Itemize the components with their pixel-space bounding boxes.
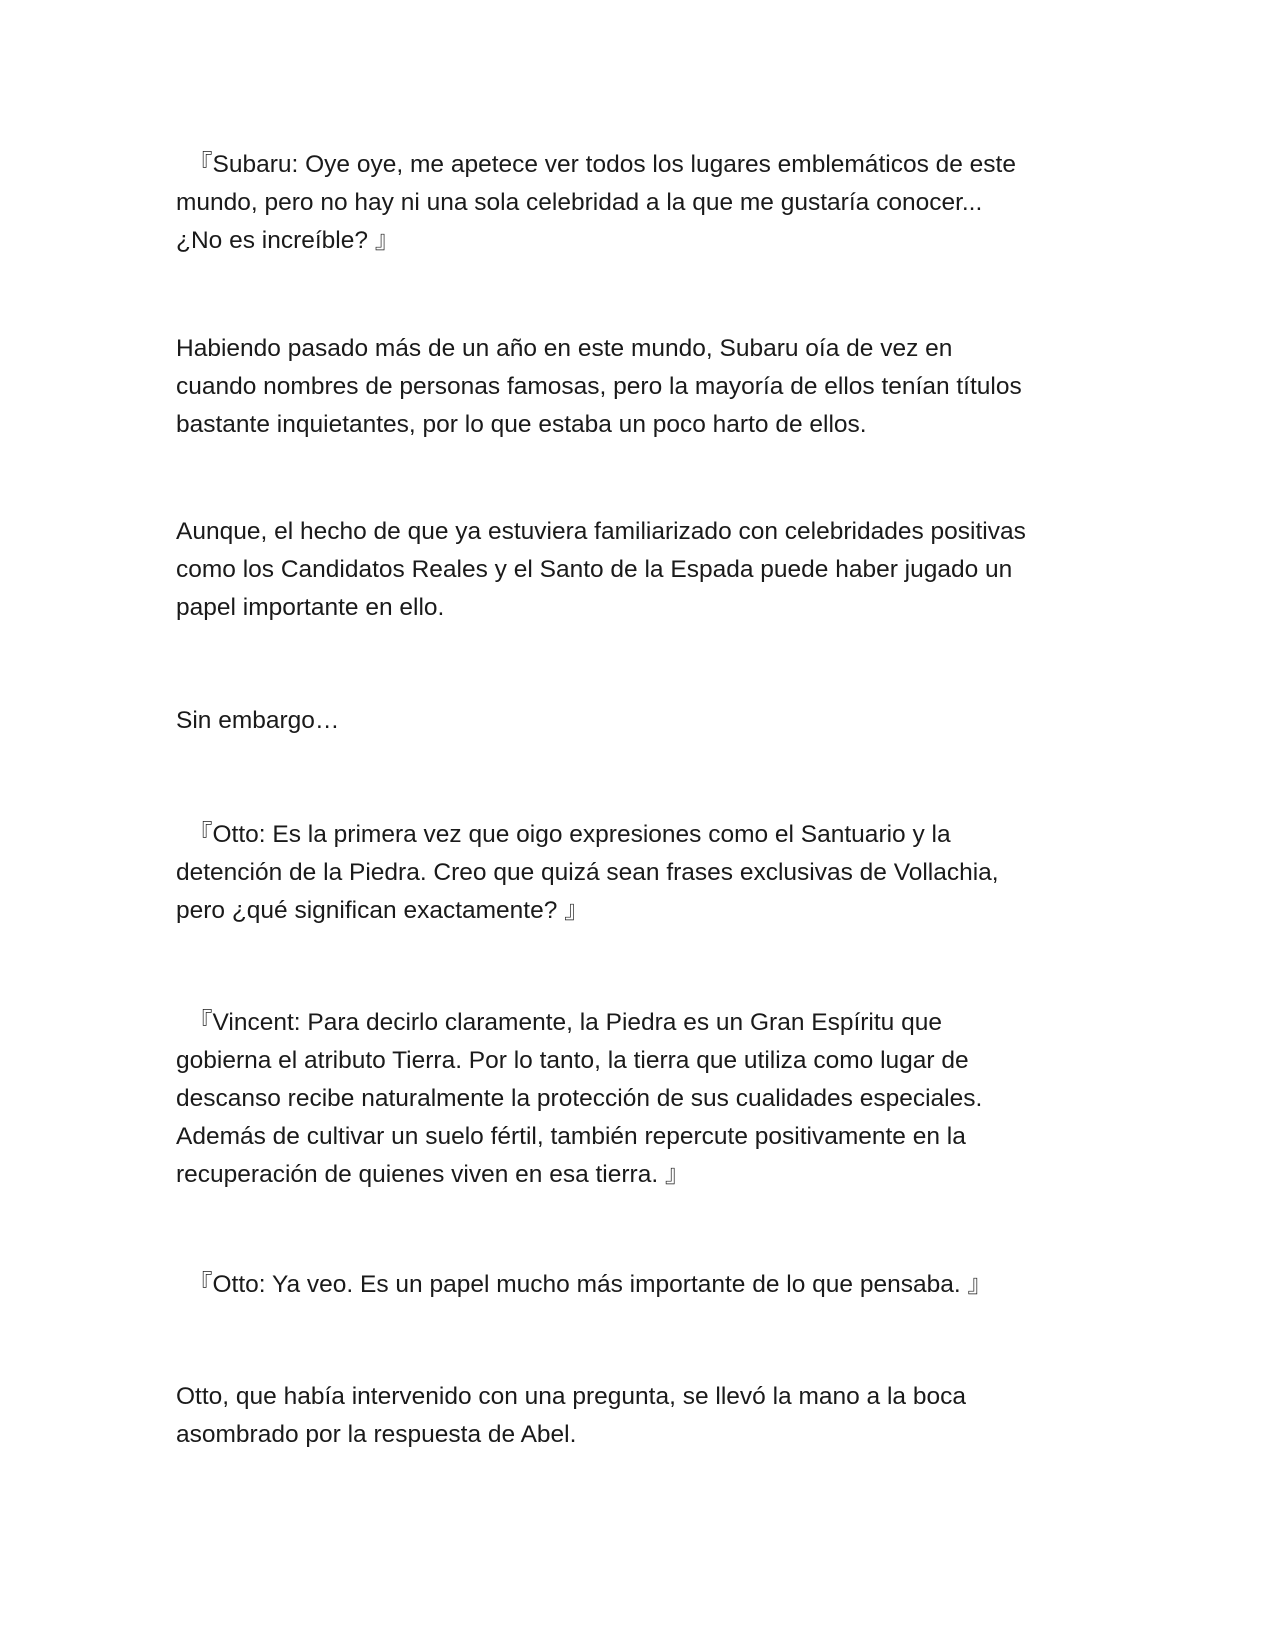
- text-line: descanso recibe naturalmente la protección de sus cualidades especiales.: [176, 1085, 983, 1112]
- text-line: cuando nombres de personas famosas, pero la mayoría de ellos tenían títulos: [176, 373, 1022, 400]
- text-line: 『Otto: Es la primera vez que oigo expresiones como el Santuario y la: [188, 821, 951, 848]
- text-line: Habiendo pasado más de un año en este mundo, Subaru oía de vez en: [176, 335, 953, 362]
- text-line: recuperación de quienes viven en esa tierra. 』: [176, 1161, 690, 1188]
- text-line: Sin embargo…: [176, 707, 340, 734]
- dialogue-otto-1: [176, 816, 1106, 930]
- dialogue-otto-2: [176, 1266, 1106, 1304]
- text-line: pero ¿qué significan exactamente? 』: [176, 897, 589, 924]
- text-line: 『Subaru: Oye oye, me apetece ver todos los lugares emblemáticos de este: [188, 151, 1016, 178]
- text-line: detención de la Piedra. Creo que quizá sean frases exclusivas de Vollachia,: [176, 859, 999, 886]
- narration-paragraph-3: [176, 702, 1106, 740]
- text-line: bastante inquietantes, por lo que estaba un poco harto de ellos.: [176, 411, 867, 438]
- text-line: asombrado por la respuesta de Abel.: [176, 1421, 577, 1448]
- text-line: 『Vincent: Para decirlo claramente, la Piedra es un Gran Espíritu que: [188, 1009, 942, 1036]
- text-line: papel importante en ello.: [176, 594, 445, 621]
- text-line: 『Otto: Ya veo. Es un papel mucho más importante de lo que pensaba. 』: [188, 1271, 992, 1298]
- text-line: mundo, pero no hay ni una sola celebridad a la que me gustaría conocer...: [176, 189, 983, 216]
- dialogue-vincent: [176, 1004, 1106, 1194]
- narration-paragraph-1: [176, 330, 1106, 444]
- text-line: ¿No es increíble? 』: [176, 227, 400, 254]
- narration-paragraph-2: [176, 513, 1106, 627]
- text-line: gobierna el atributo Tierra. Por lo tanto, la tierra que utiliza como lugar de: [176, 1047, 969, 1074]
- text-line: Otto, que había intervenido con una pregunta, se llevó la mano a la boca: [176, 1383, 966, 1410]
- dialogue-subaru: [176, 146, 1106, 260]
- text-line: Aunque, el hecho de que ya estuviera familiarizado con celebridades positivas: [176, 518, 1026, 545]
- text-line: como los Candidatos Reales y el Santo de la Espada puede haber jugado un: [176, 556, 1013, 583]
- text-line: Además de cultivar un suelo fértil, también repercute positivamente en la: [176, 1123, 966, 1150]
- narration-paragraph-4: [176, 1378, 1106, 1454]
